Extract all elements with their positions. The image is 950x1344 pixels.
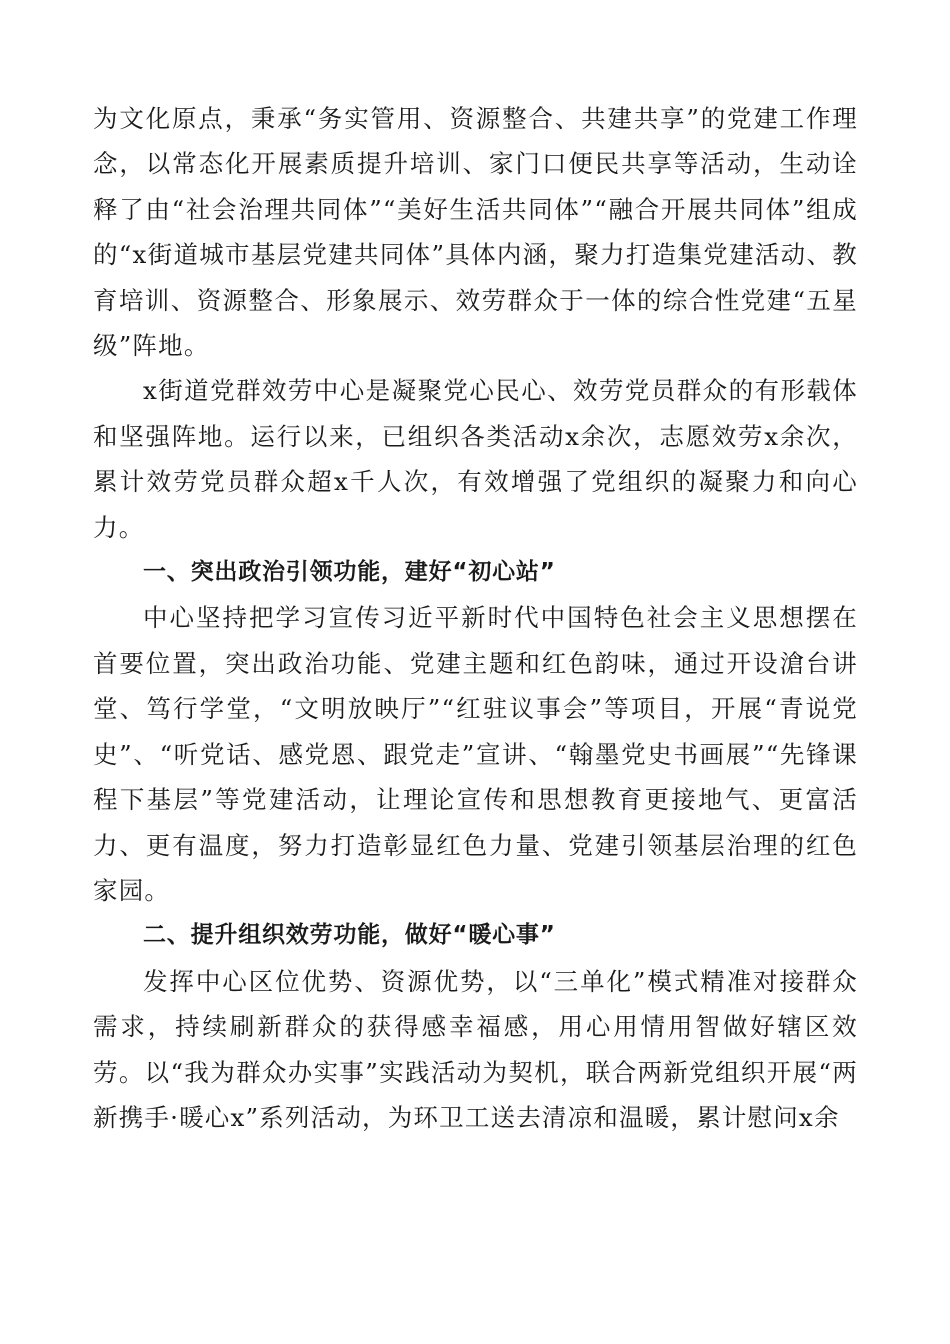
section-heading-1: 一、突出政治引领功能，建好“初心站” — [143, 559, 556, 586]
section-heading-2: 二、提升组织效劳功能，做好“暖心事” — [143, 922, 556, 949]
paragraph-continued: 为文化原点，秉承“务实管用、资源整合、共建共享”的党建工作理念，以常态化开展素质提升培训、家门口便民共享等活动，生动诠释了由“社会治理共同体”“美好生活共同体”“融合开展共同体”组成的“x街道城市基层党建共同体”具体内涵，聚力打造集党建活动、教育培训、资源整合、形象展示、效劳群众于一体的综合性党建“五星级”阵地。 — [93, 104, 858, 361]
document-page — [93, 96, 858, 1140]
paragraph-center-overview: x街道党群效劳中心是凝聚党心民心、效劳党员群众的有形载体和坚强阵地。运行以来，已组织各类活动x余次，志愿效劳x余次，累计效劳党员群众超x千人次，有效增强了党组织的凝聚力和向心力。 — [93, 376, 858, 542]
paragraph-organization-service: 发挥中心区位优势、资源优势，以“三单化”模式精准对接群众需求，持续刷新群众的获得感幸福感，用心用情用智做好辖区效劳。以“我为群众办实事”实践活动为契机，联合两新党组织开展“两新携手·暖心x”系列活动，为环卫工送去清凉和温暖，累计慰问x余 — [93, 966, 858, 1132]
paragraph-political-leadership: 中心坚持把学习宣传习近平新时代中国特色社会主义思想摆在首要位置，突出政治功能、党建主题和红色韵味，通过开设滄台讲堂、笃行学堂，“文明放映厅”“红驻议事会”等项目，开展“青说党史”、“听党话、感党恩、跟党走”宣讲、“翰墨党史书画展”“先锋课程下基层”等党建活动，让理论宣传和思想教育更接地气、更富活力、更有温度，努力打造彰显红色力量、党建引领基层治理的红色家园。 — [93, 603, 858, 905]
